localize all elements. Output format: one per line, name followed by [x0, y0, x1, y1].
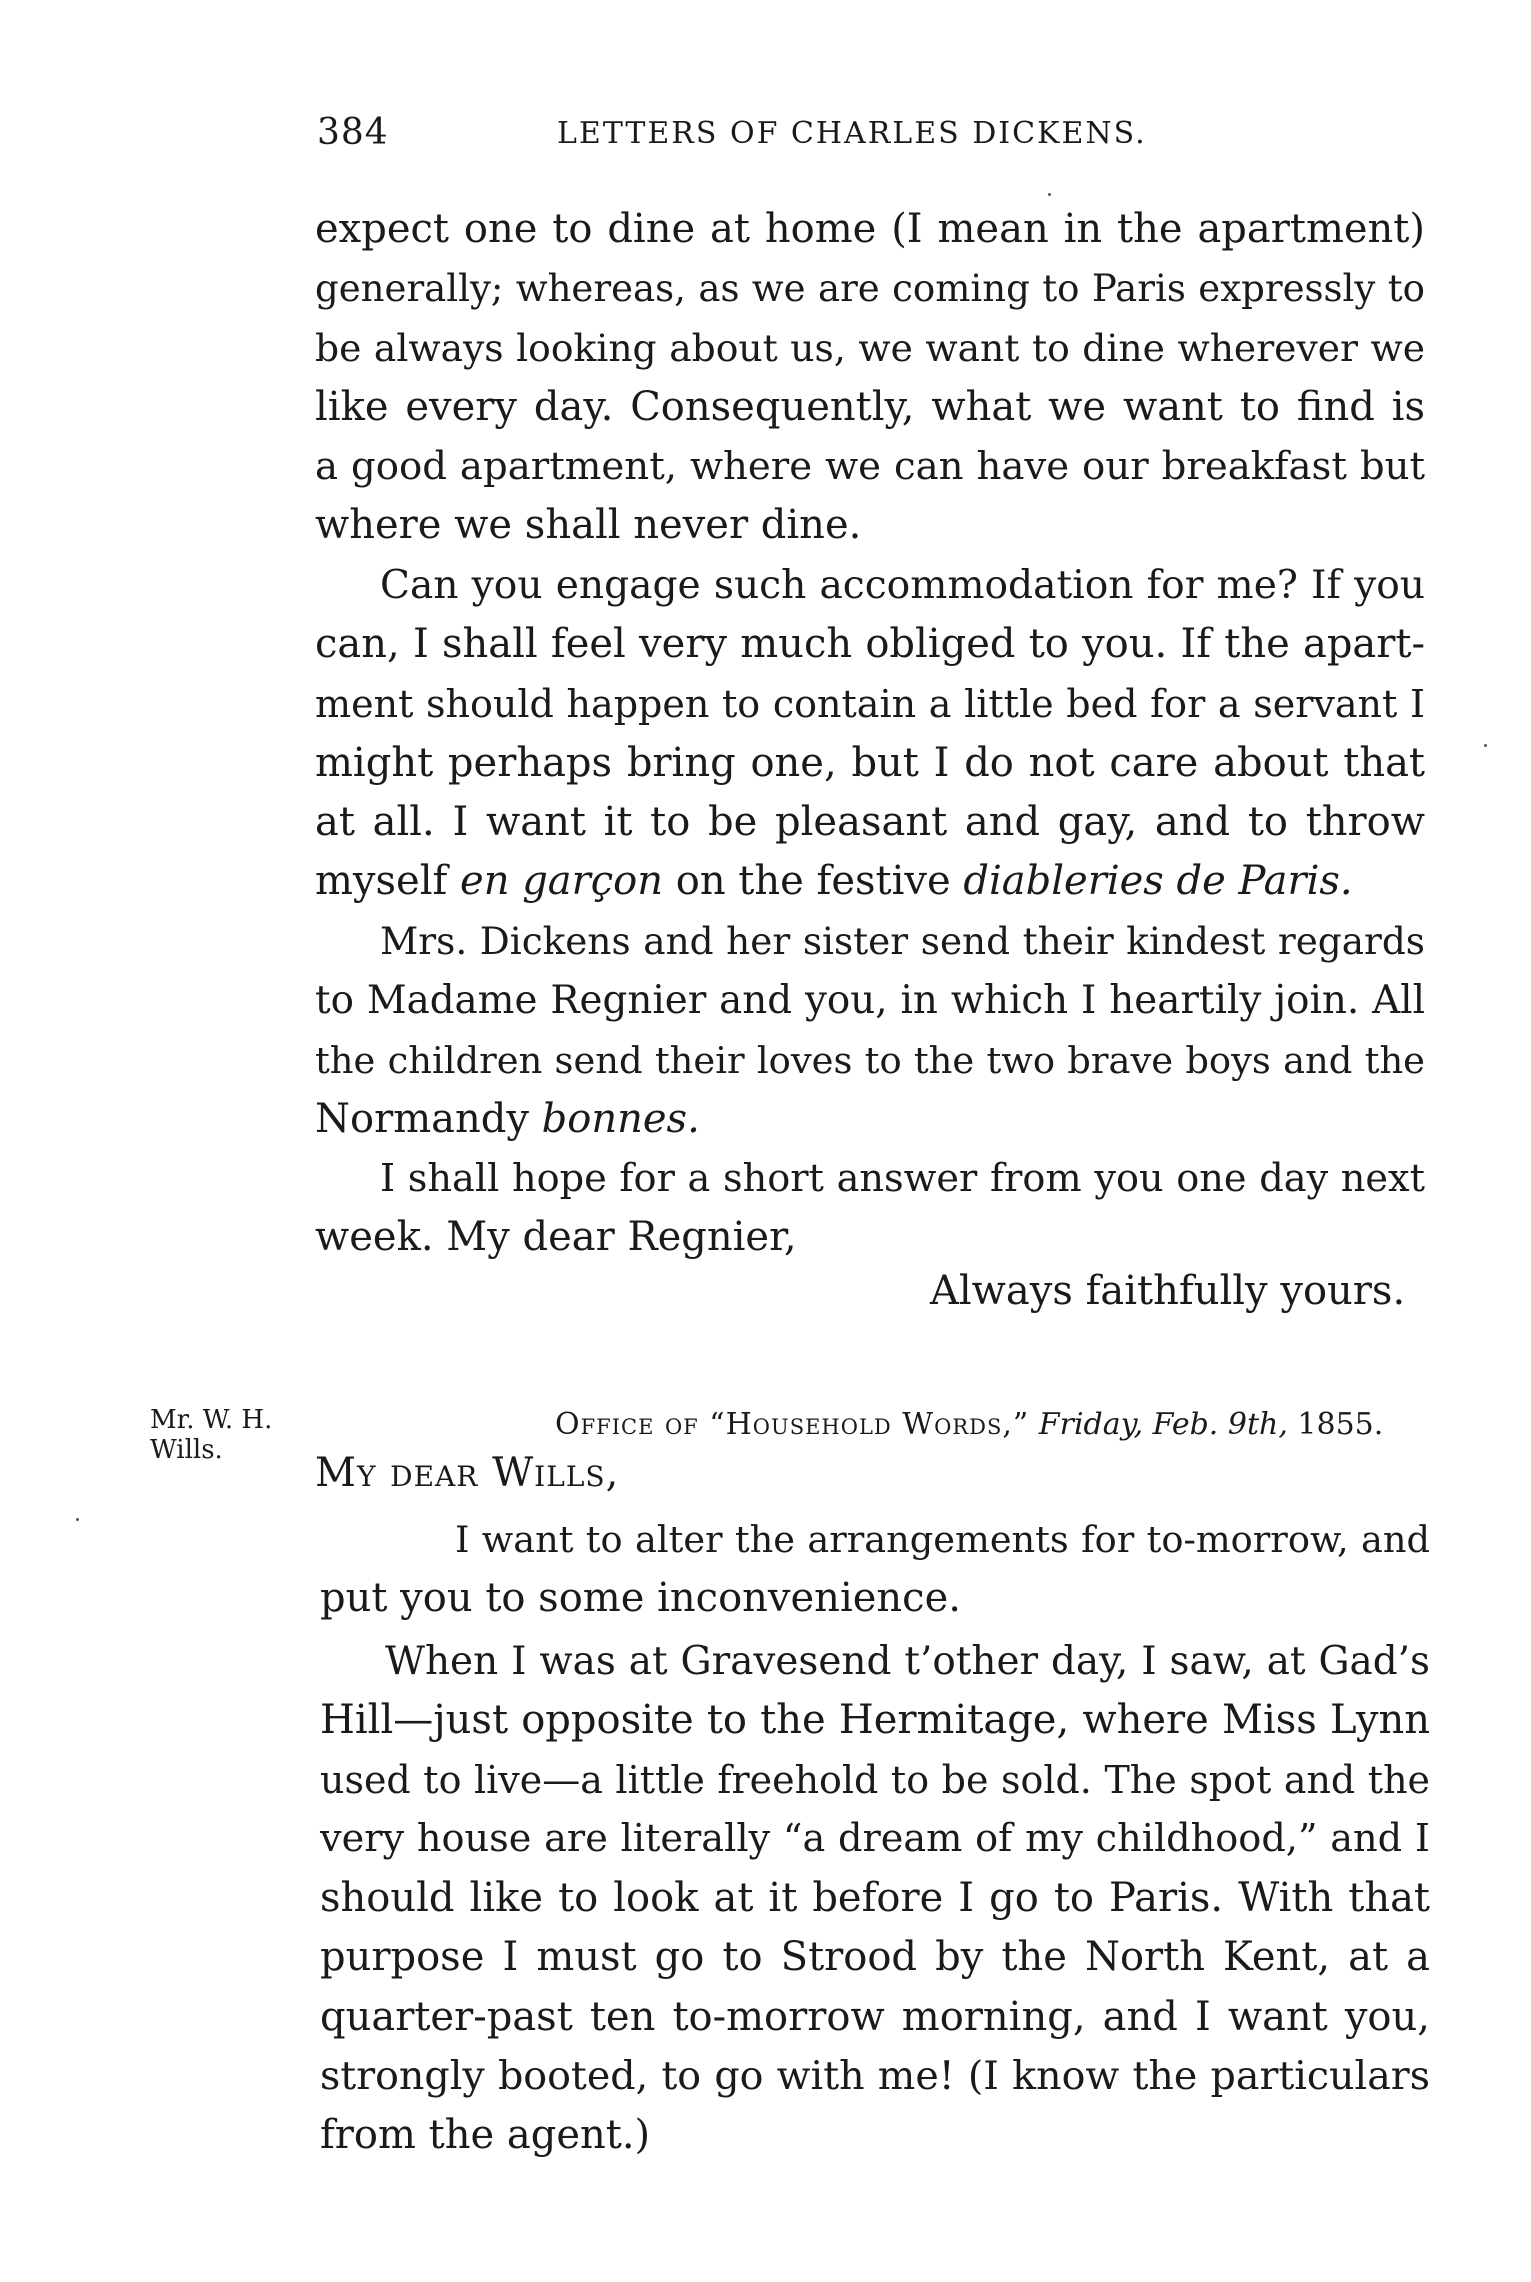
print-speck	[1484, 744, 1487, 747]
text-line: When I was at Gravesend t’other day, I saw, at Gad’s	[385, 1639, 1430, 1684]
text-line: expect one to dine at home (I mean in the apartment)	[315, 206, 1425, 252]
print-speck	[1048, 193, 1051, 196]
text-line: strongly booted, to go with me! (I know the particulars	[320, 2053, 1430, 2100]
text-line: ment should happen to contain a little bed for a servant I	[315, 681, 1425, 726]
text-line: the children send their loves to the two brave boys and the	[315, 1038, 1425, 1082]
margin-note-line: Wills.	[150, 1435, 223, 1465]
dateline-year: 1855.	[1297, 1407, 1384, 1442]
margin-note-line: Mr. W. H.	[150, 1405, 273, 1435]
margin-note	[150, 1405, 272, 1465]
text-span: on the festive	[663, 858, 964, 905]
italic-phrase: en garçon	[460, 858, 664, 905]
italic-phrase: diableries de Paris.	[963, 858, 1353, 905]
text-line: should like to look at it before I go to Paris. With that	[320, 1875, 1430, 1922]
text-line: at all. I want it to be pleasant and gay, and to throw	[315, 799, 1425, 846]
text-line: used to live—a little freehold to be sold. The spot and the	[320, 1757, 1430, 1802]
text-line: I shall hope for a short answer from you one day next	[380, 1156, 1425, 1201]
text-line: from the agent.)	[320, 2112, 651, 2159]
dateline-date: Friday, Feb. 9th,	[1038, 1407, 1288, 1442]
text-line: put you to some inconvenience.	[320, 1575, 961, 1622]
text-line: Can you engage such accommodation for me? If you	[380, 563, 1425, 608]
text-line: purpose I must go to Strood by the North Kent, at a	[320, 1934, 1430, 1981]
letter1-paragraph-2	[315, 556, 1425, 912]
letter-dateline	[555, 1400, 1383, 1450]
text-line: very house are literally “a dream of my childhood,” and I	[320, 1816, 1430, 1861]
page-number: 384	[317, 112, 389, 153]
text-line: I want to alter the arrangements for to-morrow, and	[455, 1518, 1430, 1561]
letter-closing: Always faithfully yours.	[930, 1268, 1406, 1314]
print-speck	[76, 1518, 79, 1521]
text-line: like every day. Consequently, what we want to find is	[315, 383, 1425, 430]
text-line-mixed	[315, 852, 1425, 911]
text-line: a good apartment, where we can have our breakfast but	[315, 444, 1425, 490]
running-title: LETTERS OF CHARLES DICKENS.	[557, 116, 1147, 151]
text-line: to Madame Regnier and you, in which I heartily join. All	[315, 978, 1425, 1024]
text-line: Hill—just opposite to the Hermitage, where Miss Lynn	[320, 1697, 1430, 1744]
text-span: myself	[315, 858, 461, 905]
page-header	[317, 112, 1217, 162]
letter-salutation: My dear Wills,	[315, 1450, 620, 1496]
text-line: might perhaps bring one, but I do not care about that	[315, 739, 1425, 786]
letter1-paragraph-3	[315, 912, 1425, 1149]
text-line: can, I shall feel very much obliged to you. If the apart-	[315, 621, 1425, 668]
letter1-paragraph-4	[315, 1149, 1425, 1268]
dateline-office: Office of “Household Words,”	[555, 1407, 1030, 1442]
text-line: generally; whereas, as we are coming to Paris expressly to	[315, 267, 1425, 311]
text-line: Mrs. Dickens and her sister send their kindest regards	[380, 919, 1425, 963]
text-line: be always looking about us, we want to dine wherever we	[315, 325, 1425, 370]
text-line: quarter-past ten to-morrow morning, and I want you,	[320, 1993, 1430, 2040]
text-span: Normandy	[315, 1095, 542, 1142]
text-line: where we shall never dine.	[315, 502, 862, 549]
letter2-paragraph-1	[320, 1510, 1430, 1629]
text-line-mixed	[315, 1090, 1425, 1149]
text-line: week. My dear Regnier,	[315, 1214, 797, 1261]
letter1-paragraph-1	[315, 200, 1425, 556]
letter2-paragraph-2	[320, 1632, 1430, 2166]
italic-phrase: bonnes.	[541, 1095, 700, 1142]
